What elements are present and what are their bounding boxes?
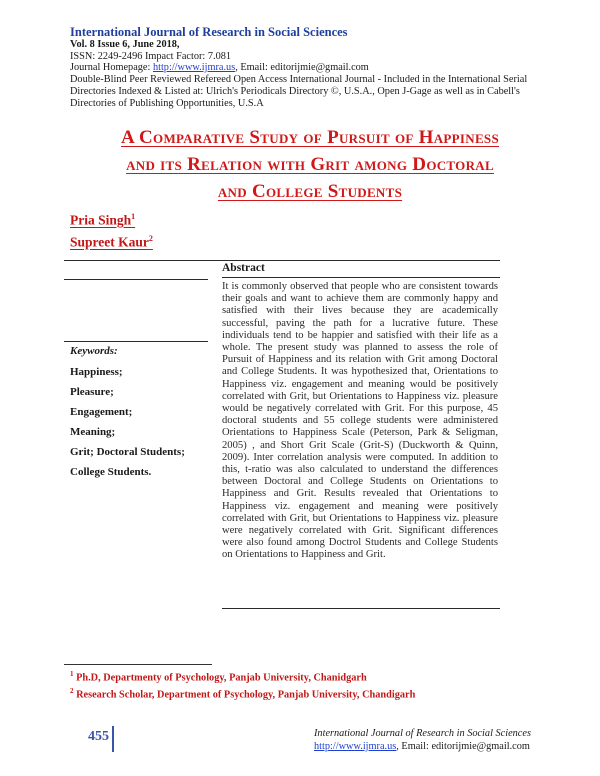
footnote-1-sup: 1 xyxy=(70,670,74,678)
review-line-1: Double-Blind Peer Reviewed Refereed Open Access International Journal - Included in the International Serial xyxy=(70,74,528,85)
author-1 xyxy=(70,212,135,229)
footer-journal-title: International Journal of Research in Social Sciences xyxy=(314,728,531,739)
homepage-line xyxy=(70,62,369,74)
author-1-sup: 1 xyxy=(131,212,136,221)
page-number: 455 xyxy=(88,729,109,744)
footnote-2 xyxy=(70,687,415,700)
author-2-name: Supreet Kaur xyxy=(70,234,149,250)
footnote-2-sup: 2 xyxy=(70,687,74,695)
abstract-heading: Abstract xyxy=(222,262,265,274)
abstract-head-rule xyxy=(222,277,500,278)
keywords-label: Keywords: xyxy=(70,345,118,357)
footer-contact xyxy=(314,741,530,752)
keyword-item: Pleasure; xyxy=(70,386,114,398)
keywords-divider-rule xyxy=(64,341,208,342)
review-line-2: Directories Indexed & Listed at: Ulrich's Periodicals Directory ©, U.S.A., Open J-Gage as well as in Cabell's xyxy=(70,86,520,97)
keyword-item: Happiness; xyxy=(70,366,123,378)
paper-title xyxy=(60,124,560,205)
author-2-sup: 2 xyxy=(148,234,153,243)
homepage-link[interactable]: http://www.ijmra.us xyxy=(152,62,236,73)
author-2 xyxy=(70,234,153,251)
title-line-1: A Comparative Study of Pursuit of Happiness xyxy=(120,127,499,148)
issn-line: ISSN: 2249-2496 Impact Factor: 7.081 xyxy=(70,51,232,62)
title-line-2: and its Relation with Grit among Doctoral xyxy=(126,154,494,175)
volume-issue: Vol. 8 Issue 6, June 2018, xyxy=(70,39,180,50)
review-line-3: Directories of Publishing Opportunities, U.S.A xyxy=(70,98,264,109)
footnote-2-text: Research Scholar, Department of Psychology, Panjab University, Chandigarh xyxy=(73,689,416,701)
abstract-body: It is commonly observed that people who are consistent towards their goals and want to achieve them are commonly happy and satisfied with their lives because they are academically successful, paving the path for a lucrative future. These individuals tend to be happier and satisfied with their life as a whole. The present study was planned to assess the role of Pursuit of Happiness and its relation with Grit among Doctoral and College Students. It was hypothesized that, Orientations to Happiness viz. engagement and meaning would be positively correlated with Grit, but Orientations to Happiness viz. pleasure would be negatively correlated with Grit. For this purpose, 45 doctoral students and 55 college students were administered Orientations to Happiness Scale (Peterson, Park & Seligman, 2005) , and Short Grit Scale (Grit-S) (Duckworth & Quinn, 2009). Inter correlation analysis were computed. In addition to this, t-ratio was also calculated to understand the differences between Doctoral and College Students on Orientations to Happiness and Grit. Results revealed that Orientations to Happiness viz. engagement and meaning were positively correlated with Grit, but Orientations to Happiness viz. pleasure were negatively correlated with Grit. Significant differences were also found among Doctrol Students and College Students on Orientations to Happiness and Grit. xyxy=(222,281,498,561)
footnote-1 xyxy=(70,670,367,683)
footnote-rule xyxy=(64,664,212,665)
email-label: , Email: editorijmie@gmail.com xyxy=(235,62,369,73)
journal-title: International Journal of Research in Social Sciences xyxy=(70,25,348,39)
footer-link[interactable]: http://www.ijmra.us xyxy=(314,741,397,752)
keyword-item: Meaning; xyxy=(70,426,116,438)
footnote-1-text: Ph.D, Departmenty of Psychology, Panjab University, Chanidgarh xyxy=(73,672,367,684)
keyword-item: Engagement; xyxy=(70,406,133,418)
abstract-bottom-rule xyxy=(222,608,500,609)
author-1-name: Pria Singh xyxy=(70,212,132,228)
homepage-label: Journal Homepage: xyxy=(70,62,153,73)
title-line-3: and College Students xyxy=(217,181,403,202)
footer-email: , Email: editorijmie@gmail.com xyxy=(396,741,530,752)
top-rule xyxy=(64,260,500,261)
keywords-top-rule xyxy=(64,279,208,280)
keyword-item: College Students. xyxy=(70,466,152,478)
footer-divider xyxy=(112,726,114,752)
keyword-item: Grit; Doctoral Students; xyxy=(70,446,185,458)
